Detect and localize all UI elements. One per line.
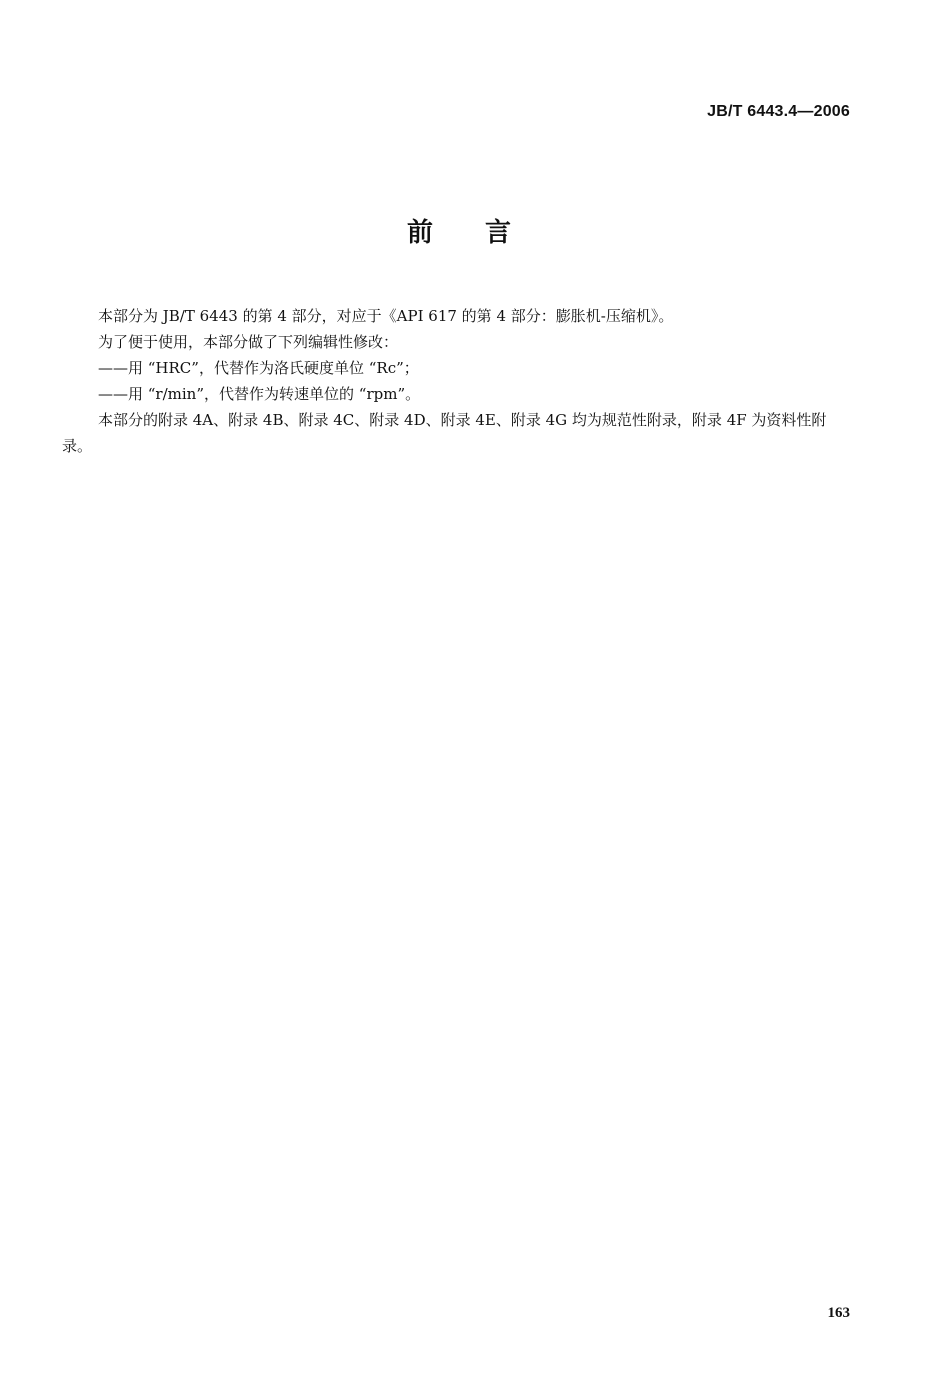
standard-code: JB/T 6443.4—2006 (707, 103, 850, 120)
paragraph-scope: 本部分为 JB/T 6443 的第 4 部分，对应于《API 617 的第 4 部分：膨胀机-压缩机》。 (98, 307, 674, 325)
page-number: 163 (827, 1305, 850, 1321)
paragraph-annexes: 本部分的附录 4A、附录 4B、附录 4C、附录 4D、附录 4E、附录 4G 均为规范性附录，附录 4F 为资料性附录。 (62, 411, 827, 455)
foreword-body (62, 303, 852, 459)
page-title: 前言 (406, 218, 563, 248)
paragraph-edit-speed: ——用 “r/min”，代替作为转速单位的 “rpm”。 (98, 385, 421, 403)
paragraph-edits-intro: 为了便于使用，本部分做了下列编辑性修改： (98, 333, 399, 351)
paragraph-edit-hardness: ——用 “HRC”，代替作为洛氏硬度单位 “Rc”； (98, 359, 419, 377)
